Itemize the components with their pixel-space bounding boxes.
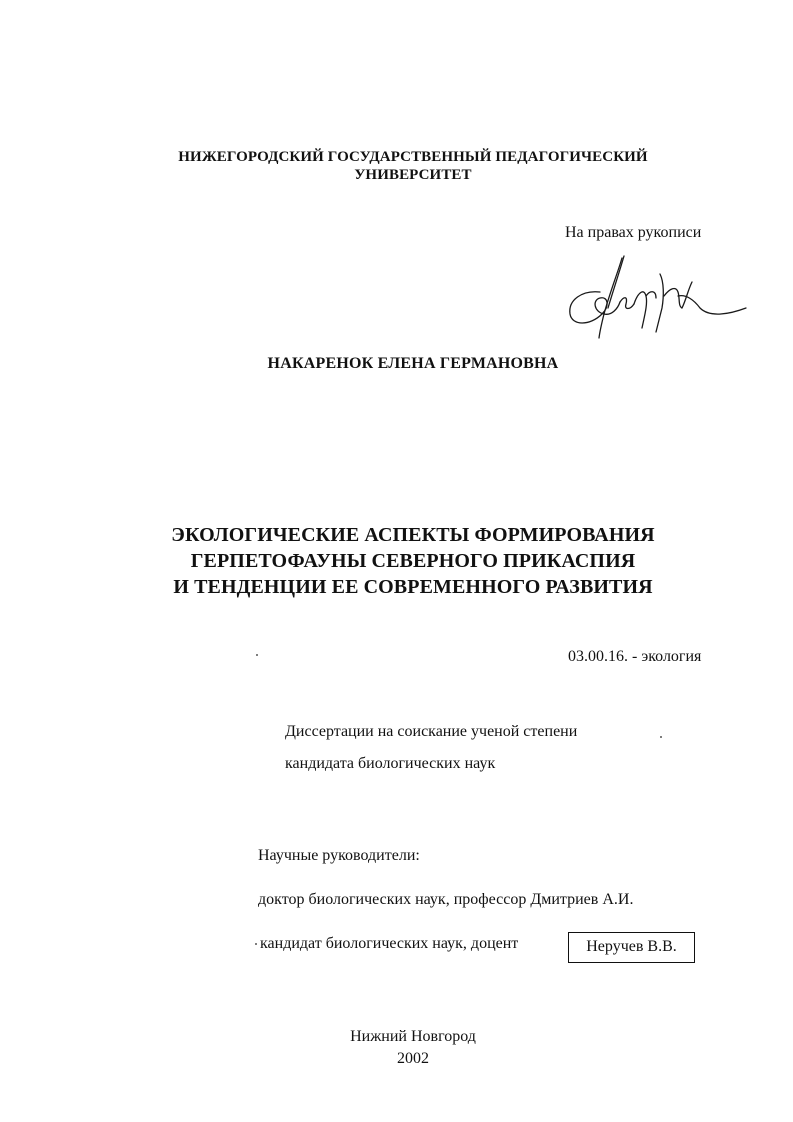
title-line-2: ГЕРПЕТОФАУНЫ СЕВЕРНОГО ПРИКАСПИЯ <box>190 550 636 572</box>
degree-line-1: Диссертации на соискание ученой степени <box>285 723 578 740</box>
university-line-1: НИЖЕГОРОДСКИЙ ГОСУДАРСТВЕННЫЙ ПЕДАГОГИЧЕСКИЙ <box>178 149 648 165</box>
specialty-code: 03.00.16. - экология <box>568 648 702 665</box>
degree-statement <box>285 716 577 780</box>
city: Нижний Новгород <box>350 1028 476 1045</box>
signature-image <box>560 252 750 352</box>
scan-speck <box>255 943 257 945</box>
supervisor-second-role: кандидат биологических наук, доцент <box>260 935 519 952</box>
scan-speck <box>660 736 662 738</box>
degree-line-2: кандидата биологических наук <box>285 755 496 772</box>
university-name <box>0 148 793 184</box>
manuscript-rights-note: На правах рукописи <box>565 224 702 241</box>
supervisor-first: доктор биологических наук, профессор Дмитриев А.И. <box>258 891 634 908</box>
year: 2002 <box>397 1050 429 1067</box>
title-line-1: ЭКОЛОГИЧЕСКИЕ АСПЕКТЫ ФОРМИРОВАНИЯ <box>171 524 655 546</box>
title-line-3: И ТЕНДЕНЦИИ ЕЕ СОВРЕМЕННОГО РАЗВИТИЯ <box>173 576 653 598</box>
supervisors-label: Научные руководители: <box>258 847 420 864</box>
university-line-2: УНИВЕРСИТЕТ <box>354 167 472 183</box>
dissertation-title <box>0 522 793 600</box>
author-name: НАКАРЕНОК ЕЛЕНА ГЕРМАНОВНА <box>267 355 559 372</box>
scan-speck <box>256 654 258 656</box>
supervisor-second-name-box: Неручев В.В. <box>568 932 695 963</box>
